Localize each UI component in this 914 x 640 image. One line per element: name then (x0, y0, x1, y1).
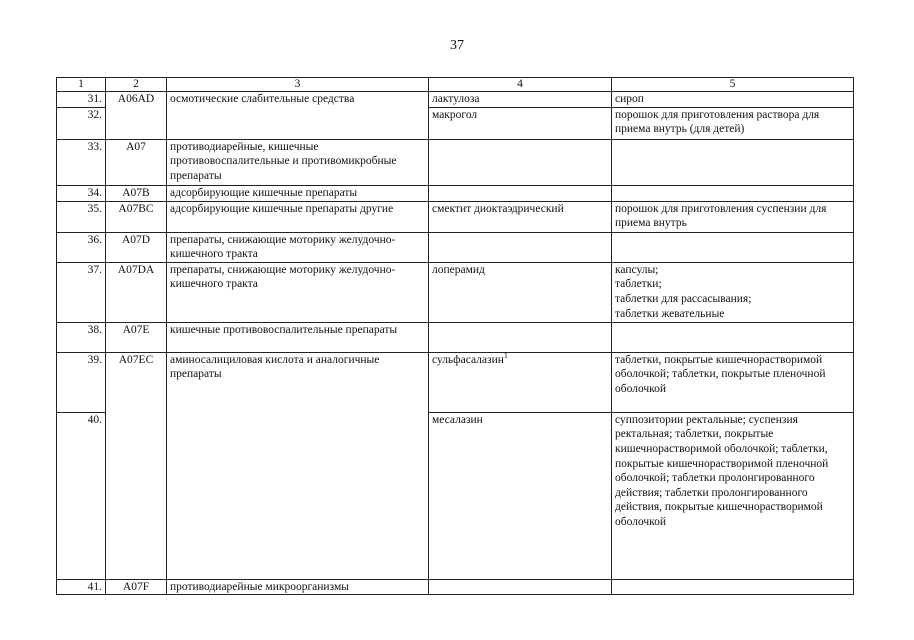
row-number: 40. (57, 412, 106, 579)
table-row (57, 579, 854, 595)
pharm-group: противодиарейные микроорганизмы (167, 579, 429, 595)
header-col-4: 4 (429, 78, 612, 92)
dosage-form (612, 262, 854, 322)
table-header-row (57, 78, 854, 92)
atc-code: A07 (106, 139, 167, 185)
row-number: 33. (57, 139, 106, 185)
dosage-form (612, 232, 854, 262)
row-number: 34. (57, 185, 106, 201)
drug-list-table (56, 77, 854, 595)
row-number: 41. (57, 579, 106, 595)
drug-name: лоперамид (429, 262, 612, 322)
header-col-3: 3 (167, 78, 429, 92)
row-number: 39. (57, 352, 106, 412)
pharm-group: осмотические слабительные средства (167, 92, 429, 140)
atc-code: A07B (106, 185, 167, 201)
dosage-form: таблетки, покрытые кишечнорастворимой оболочкой; таблетки, покрытые пленочной оболочкой (612, 352, 854, 412)
pharm-group: препараты, снижающие моторику желудочно-кишечного тракта (167, 232, 429, 262)
atc-code: A06AD (106, 92, 167, 140)
dosage-form: порошок для приготовления раствора для приема внутрь (для детей) (612, 107, 854, 139)
dosage-form (612, 579, 854, 595)
atc-code: A07E (106, 322, 167, 352)
dosage-form-line: таблетки; (615, 278, 662, 291)
drug-name-text: сульфасалазин (432, 353, 504, 366)
row-number: 38. (57, 322, 106, 352)
pharm-group: аминосалициловая кислота и аналогичные препараты (167, 352, 429, 579)
row-number: 32. (57, 107, 106, 139)
drug-name (429, 139, 612, 185)
drug-name: макрогол (429, 107, 612, 139)
footnote-marker: 1 (503, 350, 508, 360)
pharm-group: адсорбирующие кишечные препараты (167, 185, 429, 201)
table-row (57, 92, 854, 108)
drug-name (429, 579, 612, 595)
pharm-group: препараты, снижающие моторику желудочно-кишечного тракта (167, 262, 429, 322)
dosage-form: сироп (612, 92, 854, 108)
pharm-group: адсорбирующие кишечные препараты другие (167, 201, 429, 232)
dosage-form: порошок для приготовления суспензии для приема внутрь (612, 201, 854, 232)
drug-name: месалазин (429, 412, 612, 579)
table-row (57, 201, 854, 232)
row-number: 37. (57, 262, 106, 322)
table-row (57, 322, 854, 352)
row-number: 31. (57, 92, 106, 108)
dosage-form (612, 139, 854, 185)
dosage-form-line: таблетки жевательные (615, 307, 725, 320)
row-number: 36. (57, 232, 106, 262)
header-col-2: 2 (106, 78, 167, 92)
pharm-group: противодиарейные, кишечные противовоспалительные и противомикробные препараты (167, 139, 429, 185)
table-row (57, 139, 854, 185)
header-col-1: 1 (57, 78, 106, 92)
dosage-form: суппозитории ректальные; суспензия ректальная; таблетки, покрытые кишечнорастворимой оболочкой; таблетки, покрытые кишечнорастворимой пленочной оболочкой; таблетки пролонгированного действия; таблетки пролонгированного действия, покрытые кишечнорастворимой оболочкой (612, 412, 854, 579)
dosage-form (612, 322, 854, 352)
dosage-form (612, 185, 854, 201)
table-row (57, 232, 854, 262)
atc-code: A07DA (106, 262, 167, 322)
drug-name: лактулоза (429, 92, 612, 108)
drug-name (429, 352, 612, 412)
pharm-group: кишечные противовоспалительные препараты (167, 322, 429, 352)
drug-name (429, 185, 612, 201)
header-col-5: 5 (612, 78, 854, 92)
atc-code: A07EC (106, 352, 167, 579)
drug-name: смектит диоктаэдрический (429, 201, 612, 232)
table-row (57, 352, 854, 412)
table-row (57, 185, 854, 201)
table-row (57, 262, 854, 322)
page-number: 37 (450, 38, 464, 53)
atc-code: A07F (106, 579, 167, 595)
atc-code: A07BC (106, 201, 167, 232)
drug-name (429, 232, 612, 262)
row-number: 35. (57, 201, 106, 232)
drug-name (429, 322, 612, 352)
dosage-form-line: таблетки для рассасывания; (615, 292, 752, 305)
dosage-form-line: капсулы; (615, 263, 659, 276)
atc-code: A07D (106, 232, 167, 262)
